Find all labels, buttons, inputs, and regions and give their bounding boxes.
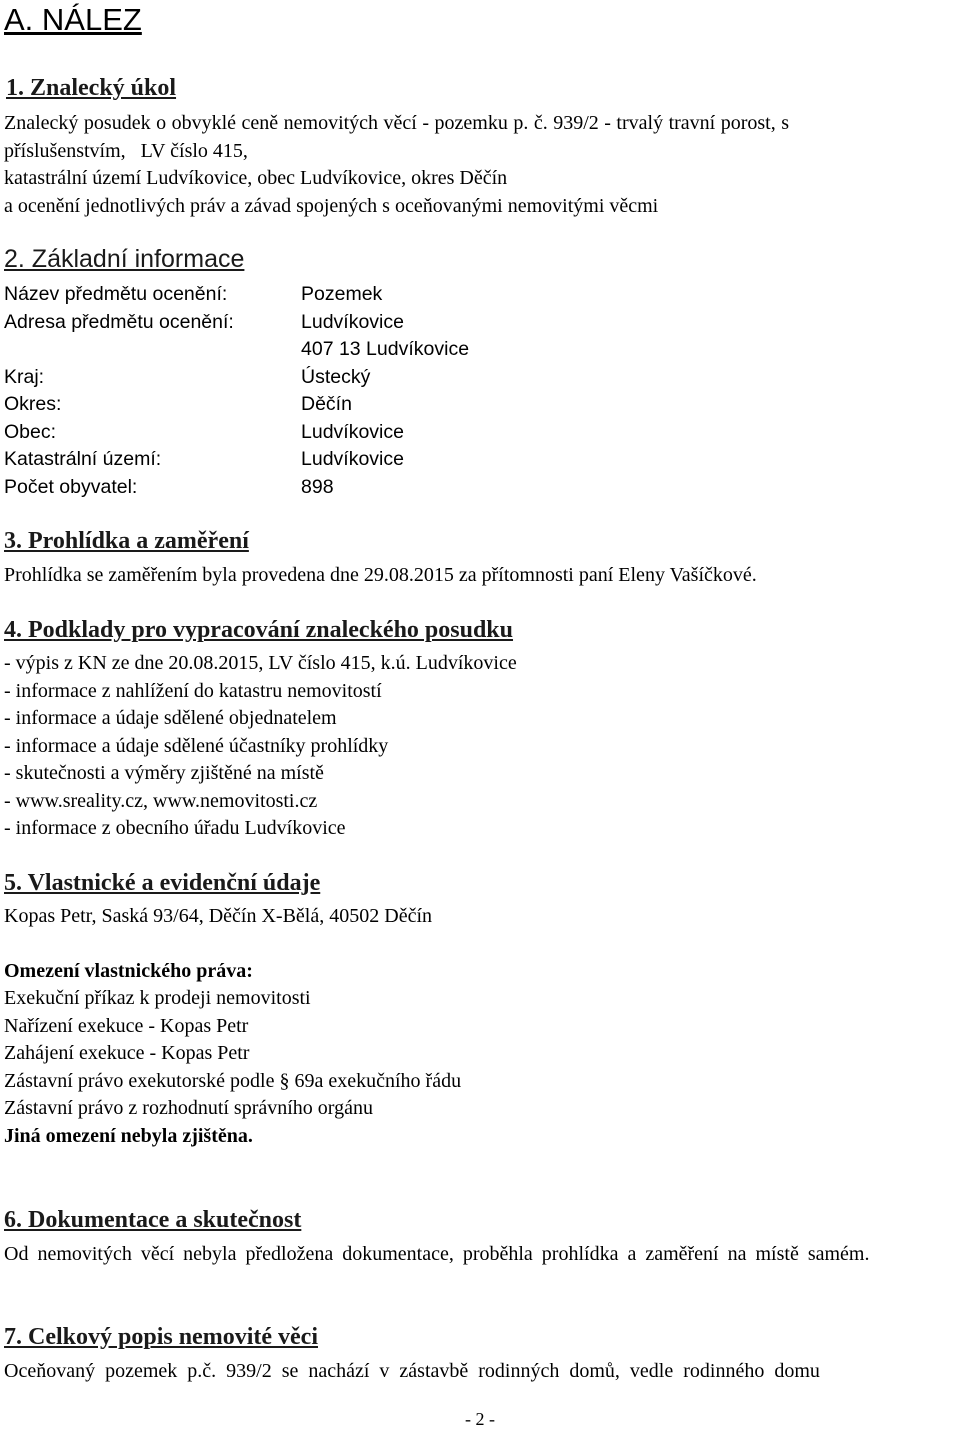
list-item: Zahájení exekuce - Kopas Petr	[4, 1042, 250, 1064]
section-1-body	[4, 110, 958, 220]
section-1-heading: 1. Znalecký úkol	[6, 75, 177, 101]
list-item: Zástavní právo z rozhodnutí správního orgánu	[4, 1097, 373, 1119]
task-line-4: a ocenění jednotlivých práv a závad spojených s oceňovanými nemovitými věcmi	[4, 194, 659, 217]
list-item: - informace z obecního úřadu Ludvíkovice	[4, 817, 346, 839]
info-value: Děčín	[301, 393, 352, 415]
section-5-heading: 5. Vlastnické a evidenční údaje	[4, 870, 321, 896]
list-item: Nařízení exekuce - Kopas Petr	[4, 1014, 249, 1037]
info-label: Obec:	[4, 420, 57, 443]
page-number: - 2 -	[465, 1409, 495, 1429]
info-label: Počet obyvatel:	[4, 475, 138, 498]
documentation-text: Od nemovitých věcí nebyla předložena dokumentace, proběhla prohlídka a zaměření na místě samém.	[4, 1243, 870, 1265]
task-line-1: Znalecký posudek o obvyklé ceně nemovitých věcí - pozemku p. č. 939/2 - trvalý travní porost, s	[4, 112, 790, 134]
info-label	[4, 336, 301, 364]
description-text: Oceňovaný pozemek p.č. 939/2 se nachází v zástavbě rodinných domů, vedle rodinného domu	[4, 1360, 820, 1382]
section-7-heading: 7. Celkový popis nemovité věci	[4, 1324, 318, 1350]
info-value: Ludvíkovice	[301, 310, 404, 333]
inspection-text: Prohlídka se zaměřením byla provedena dne 29.08.2015 za přítomnosti paní Eleny Vašíčkové.	[4, 564, 757, 586]
info-value: Ústecký	[301, 365, 371, 388]
list-item: - www.sreality.cz, www.nemovitosti.cz	[4, 789, 318, 812]
info-row	[4, 391, 469, 419]
info-label: Kraj:	[4, 365, 45, 388]
info-label: Katastrální území:	[4, 448, 162, 470]
info-value: Ludvíkovice	[301, 448, 404, 470]
page-title: A. NÁLEZ	[4, 2, 142, 37]
info-value: 898	[301, 475, 334, 498]
info-row	[4, 419, 469, 447]
restrictions-heading: Omezení vlastnického práva:	[4, 960, 253, 982]
section-4-heading: 4. Podklady pro vypracování znaleckého posudku	[4, 617, 514, 643]
info-row	[4, 364, 469, 392]
info-row	[4, 474, 469, 502]
info-label: Adresa předmětu ocenění:	[4, 310, 234, 333]
list-item: Zástavní právo exekutorské podle § 69a exekučního řádu	[4, 1069, 462, 1092]
info-row	[4, 309, 469, 337]
basic-info-table	[4, 281, 469, 501]
info-label: Okres:	[4, 393, 62, 415]
info-row	[4, 336, 469, 364]
section-3-heading: 3. Prohlídka a zaměření	[4, 528, 249, 554]
info-value: 407 13 Ludvíkovice	[301, 338, 470, 360]
section-2-heading: 2. Základní informace	[4, 245, 245, 273]
section-6-heading: 6. Dokumentace a skutečnost	[4, 1207, 302, 1233]
source-list	[4, 650, 517, 843]
task-line-3: katastrální území Ludvíkovice, obec Ludvíkovice, okres Děčín	[4, 167, 508, 189]
list-item: - informace a údaje sdělené objednatelem	[4, 707, 337, 729]
list-item: - informace z nahlížení do katastru nemovitostí	[4, 679, 382, 702]
restrictions-list	[4, 985, 461, 1150]
restrictions-closing: Jiná omezení nebyla zjištěna.	[4, 1124, 253, 1147]
list-item: - výpis z KN ze dne 20.08.2015, LV číslo 415, k.ú. Ludvíkovice	[4, 652, 517, 674]
info-label: Název předmětu ocenění:	[4, 283, 228, 305]
info-row	[4, 281, 469, 309]
task-line-2: příslušenstvím, LV číslo 415,	[4, 139, 248, 162]
list-item: Exekuční příkaz k prodeji nemovitosti	[4, 987, 311, 1009]
list-item: - informace a údaje sdělené účastníky prohlídky	[4, 734, 389, 757]
info-value: Ludvíkovice	[301, 420, 404, 443]
owner-text: Kopas Petr, Saská 93/64, Děčín X-Bělá, 40502 Děčín	[4, 905, 432, 927]
info-row	[4, 446, 469, 474]
info-value: Pozemek	[301, 283, 383, 305]
list-item: - skutečnosti a výměry zjištěné na místě	[4, 762, 324, 784]
